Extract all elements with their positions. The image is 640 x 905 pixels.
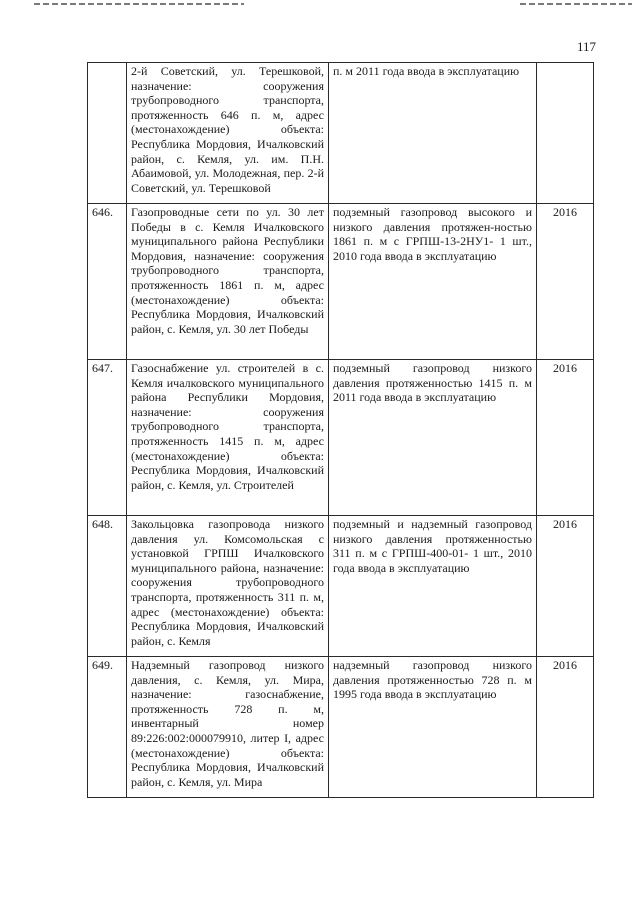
- year-cell: 2016: [537, 657, 594, 798]
- scan-artifact-right: [520, 3, 632, 5]
- year-cell: 2016: [537, 204, 594, 360]
- object-description-cell: подземный и надземный газопровод низкого давления протяженностью 311 п. м с ГРПШ-400-01- 1 шт., 2010 года ввода в эксплуатацию: [329, 516, 537, 657]
- object-name-cell: Закольцовка газопровода низкого давления ул. Комсомольская с установкой ГРПШ Ичалковского муниципального района, назначение: сооружения трубопроводного транспорта, протяженность 311 п. м, адрес (местонахождение) объекта: Республика Мордовия, Ичалковский район, с. Кемля: [127, 516, 329, 657]
- object-description-cell: надземный газопровод низкого давления протяженностью 728 п. м 1995 года ввода в эксплуатацию: [329, 657, 537, 798]
- table-row: [88, 657, 594, 798]
- table-row: [88, 360, 594, 516]
- year-cell: 2016: [537, 516, 594, 657]
- object-name-cell: 2-й Советский, ул. Терешковой, назначение: сооружения трубопроводного транспорта, протяженность 646 п. м, адрес (местонахождение) объекта: Республика Мордовия, Ичалковский район, с. Кемля, ул. им. П.Н. Абаимовой, ул. Молодежная, пер. 2-й Советский, ул. Терешковой: [127, 63, 329, 204]
- row-number-cell: [88, 63, 127, 204]
- row-number-cell: 649.: [88, 657, 127, 798]
- row-number-cell: 647.: [88, 360, 127, 516]
- object-description-cell: п. м 2011 года ввода в эксплуатацию: [329, 63, 537, 204]
- table-row: [88, 204, 594, 360]
- table-row: [88, 63, 594, 204]
- year-cell: 2016: [537, 360, 594, 516]
- object-description-cell: подземный газопровод высокого и низкого давления протяжен-ностью 1861 п. м с ГРПШ-13-2НУ1- 1 шт., 2010 года ввода в эксплуатацию: [329, 204, 537, 360]
- row-number-cell: 646.: [88, 204, 127, 360]
- scan-artifact-left: [34, 3, 244, 5]
- table-row: [88, 516, 594, 657]
- page-number: 117: [576, 39, 596, 54]
- object-description-cell: подземный газопровод низкого давления протяженностью 1415 п. м 2011 года ввода в эксплуатацию: [329, 360, 537, 516]
- object-name-cell: Газопроводные сети по ул. 30 лет Победы в с. Кемля Ичалковского муниципального района Республики Мордовия, назначение: сооружения трубопроводного транспорта, протяженность 1861 п. м, адрес (местонахождение) объекта: Республика Мордовия, Ичалковский район, с. Кемля, ул. 30 лет Победы: [127, 204, 329, 360]
- object-name-cell: Надземный газопровод низкого давления, с. Кемля, ул. Мира, назначение: газоснабжение, протяженность 728 п. м, инвентарный номер 89:226:002:000079910, литер I, адрес (местонахождение) объекта: Республика Мордовия, Ичалковский район, с. Кемля, ул. Мира: [127, 657, 329, 798]
- property-registry-table: [87, 62, 594, 798]
- year-cell: [537, 63, 594, 204]
- object-name-cell: Газоснабжение ул. строителей в с. Кемля ичалковского муниципального района Республики Мордовия, назначение: сооружения трубопроводного транспорта, протяженность 1415 п. м, адрес (местонахождение) объекта: Республика Мордовия, Ичалковский район, с. Кемля, ул. Строителей: [127, 360, 329, 516]
- row-number-cell: 648.: [88, 516, 127, 657]
